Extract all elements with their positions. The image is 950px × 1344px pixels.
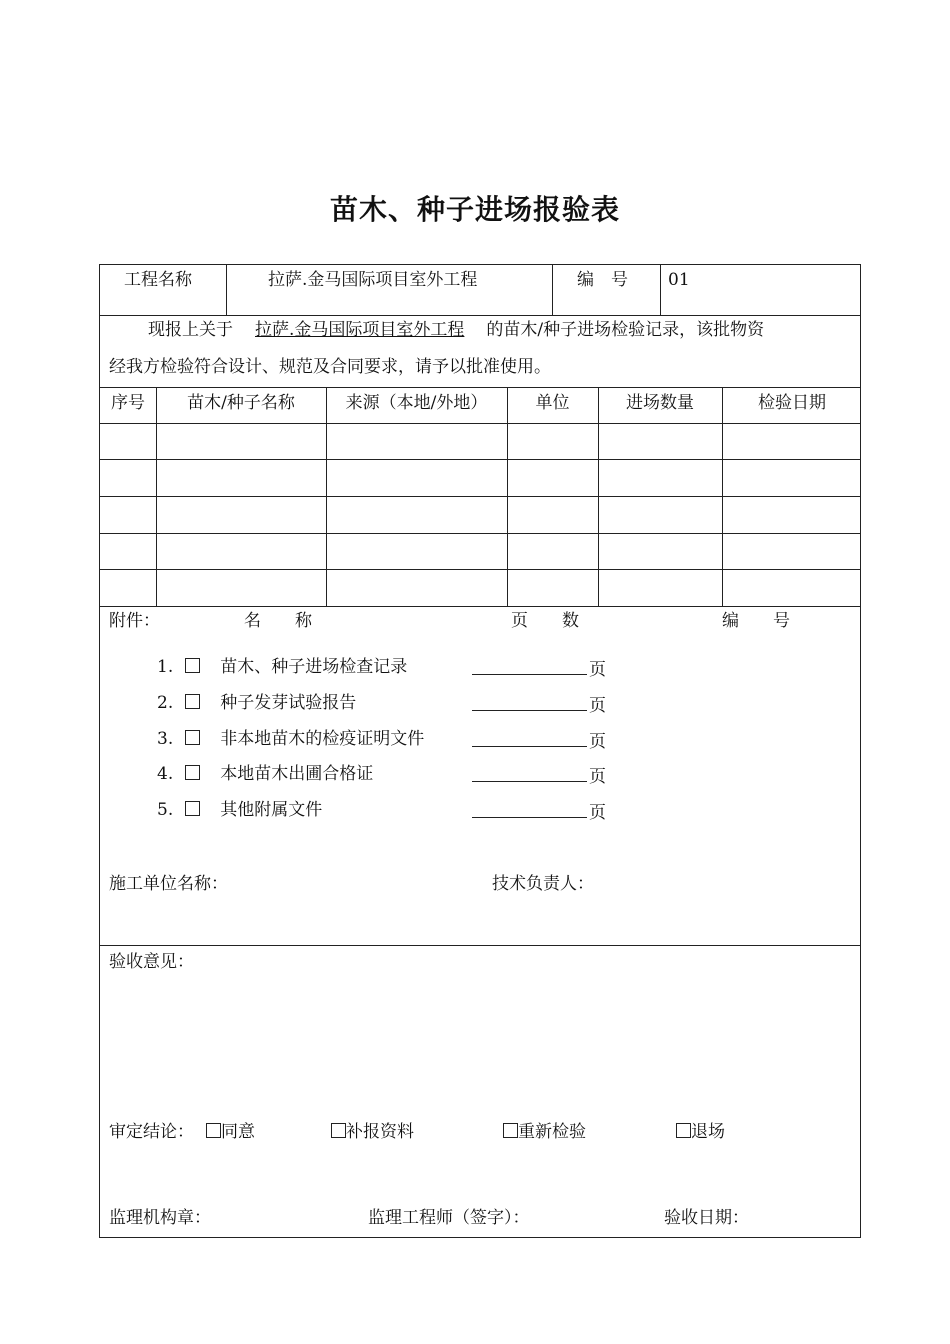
divider (226, 265, 227, 315)
option-supplement[interactable] (331, 1121, 414, 1143)
checkbox[interactable] (676, 1123, 691, 1138)
item-number: 3. (157, 729, 174, 749)
item-number: 5. (157, 800, 174, 820)
checkbox[interactable] (185, 658, 200, 673)
statement-project[interactable]: 拉萨.金马国际项目室外工程 (255, 320, 465, 340)
item-number: 2. (157, 693, 174, 713)
page-unit: 页 (589, 696, 606, 716)
statement-line-2: 经我方检验符合设计、规范及合同要求，请予以批准使用。 (109, 357, 551, 377)
page-count-blank[interactable] (472, 763, 587, 782)
page-unit: 页 (589, 767, 606, 787)
page-count-field[interactable] (472, 799, 606, 824)
page-count-blank[interactable] (472, 656, 587, 675)
page-unit: 页 (589, 660, 606, 680)
item-name: 本地苗木出圃合格证 (220, 764, 374, 784)
col-header-date: 检验日期 (758, 393, 826, 413)
item-number: 4. (157, 764, 174, 784)
attachments-col-pages: 页 数 (511, 611, 579, 631)
divider (100, 387, 860, 388)
col-header-index: 序号 (111, 393, 145, 413)
number-value[interactable]: 01 (668, 270, 690, 290)
page-count-field[interactable] (472, 728, 606, 753)
divider (598, 387, 599, 606)
table-row (100, 533, 860, 534)
attachment-item[interactable] (157, 692, 356, 714)
option-label: 补报资料 (346, 1122, 414, 1142)
checkbox[interactable] (185, 694, 200, 709)
divider (660, 265, 661, 315)
number-label: 编 号 (577, 270, 628, 290)
divider (722, 387, 723, 606)
divider (100, 945, 860, 946)
checkbox[interactable] (185, 801, 200, 816)
project-name-value[interactable]: 拉萨.金马国际项目室外工程 (268, 270, 478, 290)
engineer-label: 监理工程师（签字）： (368, 1208, 530, 1228)
inspection-form (99, 264, 861, 1238)
attachment-item[interactable] (157, 728, 424, 750)
opinion-label: 验收意见： (109, 952, 194, 972)
option-label: 退场 (691, 1122, 725, 1142)
col-header-source: 来源（本地/外地） (345, 393, 488, 413)
col-header-name: 苗木/种子名称 (187, 393, 295, 413)
date-label: 验收日期： (664, 1208, 749, 1228)
checkbox[interactable] (185, 765, 200, 780)
table-row (100, 496, 860, 497)
form-title: 苗木、种子进场报验表 (329, 193, 620, 226)
project-name-label: 工程名称 (124, 270, 192, 290)
table-row (100, 459, 860, 460)
col-header-quantity: 进场数量 (626, 393, 694, 413)
option-reinspect[interactable] (503, 1121, 586, 1143)
item-name: 其他附属文件 (220, 800, 323, 820)
page-count-blank[interactable] (472, 799, 587, 818)
seal-label: 监理机构章： (109, 1208, 211, 1228)
attachments-col-name: 名 称 (244, 611, 312, 631)
attachment-item[interactable] (157, 799, 322, 821)
divider (100, 315, 860, 316)
option-reject[interactable] (676, 1121, 725, 1143)
page-unit: 页 (589, 732, 606, 752)
option-label: 重新检验 (518, 1122, 586, 1142)
page-count-field[interactable] (472, 656, 606, 681)
page-count-blank[interactable] (472, 728, 587, 747)
checkbox[interactable] (185, 730, 200, 745)
attachments-label: 附件： (109, 611, 160, 631)
statement-prefix: 现报上关于 (148, 320, 233, 340)
statement-suffix: 的苗木/种子进场检验记录，该批物资 (486, 320, 765, 340)
divider (100, 423, 860, 424)
item-number: 1. (157, 657, 174, 677)
divider (326, 387, 327, 606)
item-name: 种子发芽试验报告 (220, 693, 357, 713)
divider (507, 387, 508, 606)
tech-lead-label: 技术负责人： (492, 874, 594, 894)
attachment-item[interactable] (157, 656, 407, 678)
conclusion-label: 审定结论： (109, 1122, 194, 1142)
attachments-col-number: 编 号 (722, 611, 790, 631)
item-name: 非本地苗木的检疫证明文件 (220, 729, 425, 749)
item-name: 苗木、种子进场检查记录 (220, 657, 408, 677)
table-row (100, 569, 860, 570)
page-count-field[interactable] (472, 692, 606, 717)
checkbox[interactable] (503, 1123, 518, 1138)
statement-line-1 (148, 319, 764, 341)
col-header-unit: 单位 (535, 393, 570, 413)
page-count-blank[interactable] (472, 692, 587, 711)
divider (156, 387, 157, 606)
checkbox[interactable] (206, 1123, 221, 1138)
divider (552, 265, 553, 315)
checkbox[interactable] (331, 1123, 346, 1138)
option-label: 同意 (221, 1122, 255, 1142)
table-row (100, 606, 860, 607)
page-unit: 页 (589, 803, 606, 823)
option-agree[interactable] (206, 1121, 255, 1143)
page-count-field[interactable] (472, 763, 606, 788)
attachment-item[interactable] (157, 763, 373, 785)
contractor-label: 施工单位名称： (109, 874, 228, 894)
